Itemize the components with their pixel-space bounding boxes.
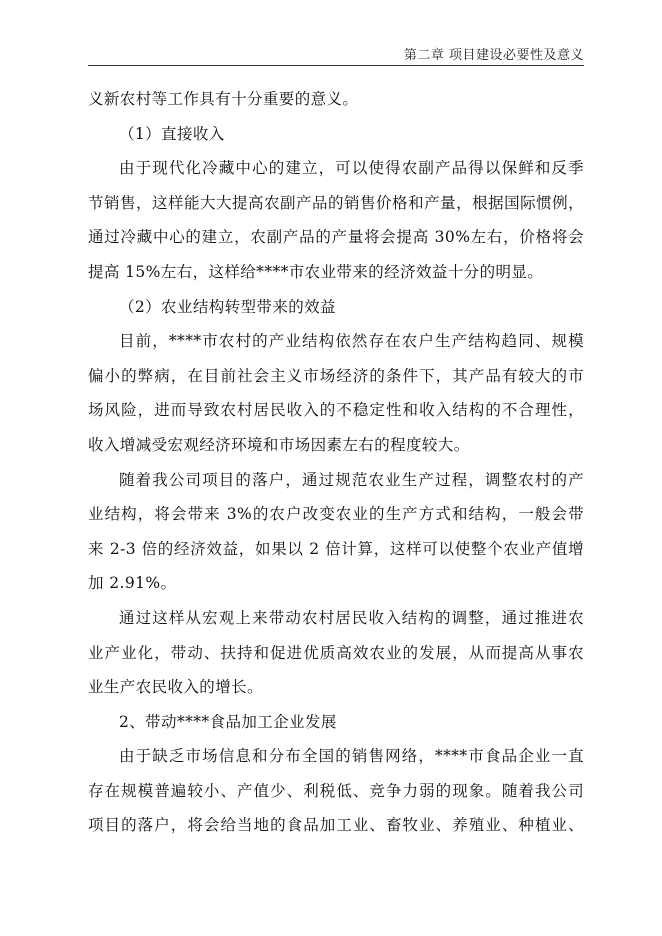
text-line: 由于缺乏市场信息和分布全国的销售网络，****市食品企业一直 — [119, 747, 584, 766]
text-line: 节销售，这样能大大提高农副产品的销售价格和产量，根据国际惯例， — [88, 193, 584, 212]
text-line: 由于现代化冷藏中心的建立，可以使得农副产品得以保鲜和反季 — [119, 159, 584, 178]
body-text — [88, 82, 584, 843]
text-line: 随着我公司项目的落户，通过规范农业生产过程，调整农村的产 — [119, 470, 584, 489]
text-line: 偏小的弊病，在目前社会主义市场经济的条件下，其产品有较大的市 — [88, 366, 584, 385]
text-line: 目前，****市农村的产业结构依然存在农户生产结构趋同、规模 — [119, 332, 584, 351]
text-line: 场风险，进而导致农村居民收入的不稳定性和收入结构的不合理性， — [88, 401, 584, 420]
text-line: 通过冷藏中心的建立，农副产品的产量将会提高 30%左右，价格将会 — [88, 228, 584, 247]
text-line: 收入增减受宏观经济环境和市场因素左右的程度较大。 — [88, 435, 470, 454]
section-heading-structure-transformation: （2）农业结构转型带来的效益 — [119, 297, 336, 316]
text-line: 项目的落户，将会给当地的食品加工业、畜牧业、养殖业、种植业、 — [88, 816, 584, 835]
text-line: 来 2-3 倍的经济效益，如果以 2 倍计算，这样可以使整个农业产值增 — [88, 539, 584, 558]
text-line: 业生产农民收入的增长。 — [88, 678, 263, 697]
text-line: 义新农村等工作具有十分重要的意义。 — [88, 90, 359, 108]
text-line: 提高 15%左右，这样给****市农业带来的经济效益十分的明显。 — [88, 262, 544, 281]
header-rule — [88, 65, 584, 66]
text-line: 业结构，将会带来 3%的农户改变农业的生产方式和结构，一般会带 — [88, 505, 584, 524]
text-line: 加 2.91%。 — [88, 574, 177, 593]
text-line: 存在规模普遍较小、产值少、利税低、竞争力弱的现象。随着我公司 — [88, 781, 584, 800]
running-header: 第二章 项目建设必要性及意义 — [403, 48, 584, 63]
text-line: 业产业化，带动、扶持和促进优质高效农业的发展，从而提高从事农 — [88, 643, 584, 662]
section-heading-direct-income: （1）直接收入 — [119, 124, 225, 143]
text-line: 通过这样从宏观上来带动农村居民收入结构的调整，通过推进农 — [119, 608, 584, 627]
section-heading-food-processing: 2、带动****食品加工企业发展 — [119, 712, 337, 731]
